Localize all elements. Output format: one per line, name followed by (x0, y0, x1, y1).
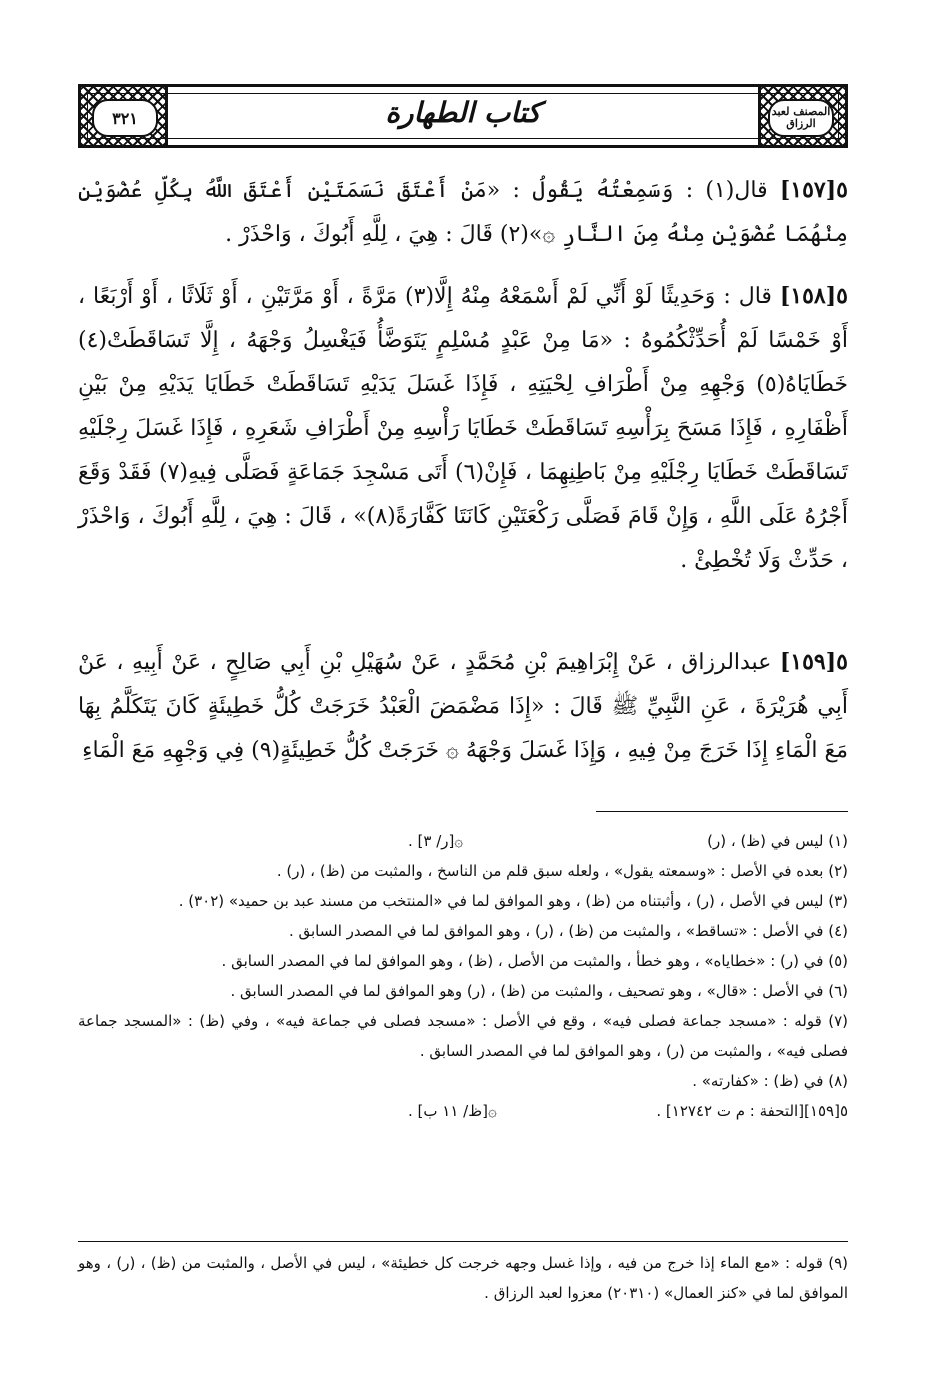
page-number-ornament (78, 84, 168, 148)
paragraph-157 (78, 168, 848, 257)
page-number: ٣٢١ (92, 99, 158, 137)
reference-line (78, 1096, 848, 1126)
footnote-3: (٣) ليس في الأصل ، (ر) ، وأثبتناه من (ظ) ، وهو الموافق لما في «المنتخب من مسند عبد بن حميد» (٣٠٢) . (178, 892, 848, 910)
footnote-7: (٧) قوله : «مسجد جماعة فصلى فيه» ، وقع في الأصل : «مسجد فصلى في جماعة فيه» ، وفي (ظ) : «المسجد جماعة فصلى فيه» ، والمثبت من (ر) ، وهو الموافق لما في المصدر السابق . (78, 1012, 848, 1060)
footnote-1-text: (١) ليس في (ظ) ، (ر) (707, 832, 848, 850)
book-title: كتاب الطهارة (385, 96, 541, 129)
footnote-rule (596, 811, 848, 812)
footnote-5: (٥) في (ر) : «خطاياه» ، وهو خطأ ، والمثبت من الأصل ، (ظ) ، وهو الموافق لما في المصدر السابق . (221, 952, 848, 970)
footnote-9: (٩) قوله : «مع الماء إذا خرج من فيه ، وإذا غسل وجهه خرجت كل خطيئة» ، ليس في الأصل ، والمثبت من (ظ) ، (ر) ، وهو الموافق لما في «كنز العمال» (٢٠٣١٠) معزوا لعبد الرزاق . (78, 1254, 848, 1302)
footnote-6: (٦) في الأصل : «قال» ، وهو تصحيف ، والمثبت من (ظ) ، (ر) وهو الموافق لما في المصدر السابق . (230, 982, 848, 1000)
footnotes-continued (78, 1248, 848, 1308)
author-emblem-ornament (758, 84, 848, 148)
footnote-2: (٢) بعده في الأصل : «وسمعته يقول» ، ولعله سبق قلم من الناسخ ، والمثبت من (ظ) ، (ر) . (276, 862, 848, 880)
footnote-separator (78, 1241, 848, 1242)
paragraph-text: عبدالرزاق ، عَنْ إِبْرَاهِيمَ بْنِ مُحَمَّدٍ ، عَنْ سُهَيْلِ بْنِ أَبِي صَالِحٍ ، عَنْ أَبِيهِ ، عَنْ أَبِي هُرَيْرَةَ ، عَنِ النَّبِيِّ ﷺ قَالَ : «إِذَا مَضْمَضَ الْعَبْدُ خَرَجَتْ كُلُّ خَطِيئَةٍ كَانَ يَتَكَلَّمُ بِهَا مَعَ الْمَاءِ إِذَا خَرَجَ مِنْ فِيهِ ، وَإِذَا غَسَلَ وَجْهَهُ ۞ خَرَجَتْ كُلُّ خَطِيئَةٍ(٩) فِي وَجْهِهِ مَعَ الْمَاءِ (78, 650, 848, 763)
footnotes (78, 826, 848, 1126)
footnote-1 (78, 826, 848, 856)
paragraph-text: قال : وَحَدِيثًا لَوْ أَنِّي لَمْ أَسْمَعْهُ مِنْهُ إِلَّا(٣) مَرَّةً ، أَوْ مَرَّتَيْنِ ، أَوْ ثَلَاثًا ، أَوْ أَرْبَعًا ، أَوْ خَمْسًا لَمْ أُحَدِّثْكُمُوهُ : «مَا مِنْ عَبْدٍ مُسْلِمٍ يَتَوَضَّأُ فَيَغْسِلُ وَجْهَهُ ، إِلَّا تَسَاقَطَتْ(٤) خَطَايَاهُ(٥) وَجْهِهِ مِنْ أَطْرَافِ لِحْيَتِهِ ، فَإِذَا غَسَلَ يَدَيْهِ تَسَاقَطَتْ خَطَايَا يَدَيْهِ مِنْ بَيْنِ أَظْفَارِهِ ، فَإِذَا مَسَحَ بِرَأْسِهِ تَسَاقَطَتْ خَطَايَا رَأْسِهِ مِنْ أَطْرَافِ شَعَرِهِ ، فَإِذَا غَسَلَ رِجْلَيْهِ تَسَاقَطَتْ خَطَايَا رِجْلَيْهِ مِنْ بَاطِنِهِمَا ، فَإِنْ(٦) أَتَى مَسْجِدَ جَمَاعَةٍ فَصَلَّى فِيهِ(٧) فَقَدْ وَقَعَ أَجْرُهُ عَلَى اللَّهِ ، وَإِنْ قَامَ فَصَلَّى رَكْعَتَيْنِ كَانَتَا كَفَّارَةً(٨)» ، قَالَ : هِيَ ، لِلَّهِ أَبُوكَ ، وَاحْذَرْ ، حَدِّثْ وَلَا تُخْطِئْ . (78, 284, 848, 573)
paragraph-text: قال(١) : وَسَمِعْتُهُ يَقُولُ : «مَنْ أَعْتَقَ نَسَمَتَيْنِ أَعْتَقَ اللَّهُ بِكُلِّ عُضْوَيْنِ مِنْهُمَا عُضْوَيْنِ مِنْهُ مِنَ النَّارِ ۞»(٢) قَالَ : هِيَ ، لِلَّهِ أَبُوكَ ، وَاحْذَرْ . (78, 178, 848, 247)
hadith-number: ٥[١٥٧] (779, 177, 848, 203)
page-ref-marker: ۞[ظ/ ١١ ب] . (408, 1102, 497, 1120)
tuhfa-reference: ٥[١٥٩][التحفة : م ت ١٢٧٤٢] . (656, 1102, 848, 1120)
paragraph-158 (78, 274, 848, 583)
hadith-number: ٥[١٥٨] (779, 283, 848, 309)
footnote-8: (٨) في (ظ) : «كفارته» . (692, 1072, 848, 1090)
page-header (78, 84, 848, 148)
hadith-number: ٥[١٥٩] (779, 649, 848, 675)
author-emblem: المصنف لعبد الرزاق (768, 99, 834, 137)
footnote-4: (٤) في الأصل : «تساقط» ، والمثبت من (ظ) ، (ر) ، وهو الموافق لما في المصدر السابق . (288, 922, 848, 940)
page-ref-marker: ۞[ر/ ٣] . (408, 832, 464, 850)
paragraph-159 (78, 640, 848, 773)
